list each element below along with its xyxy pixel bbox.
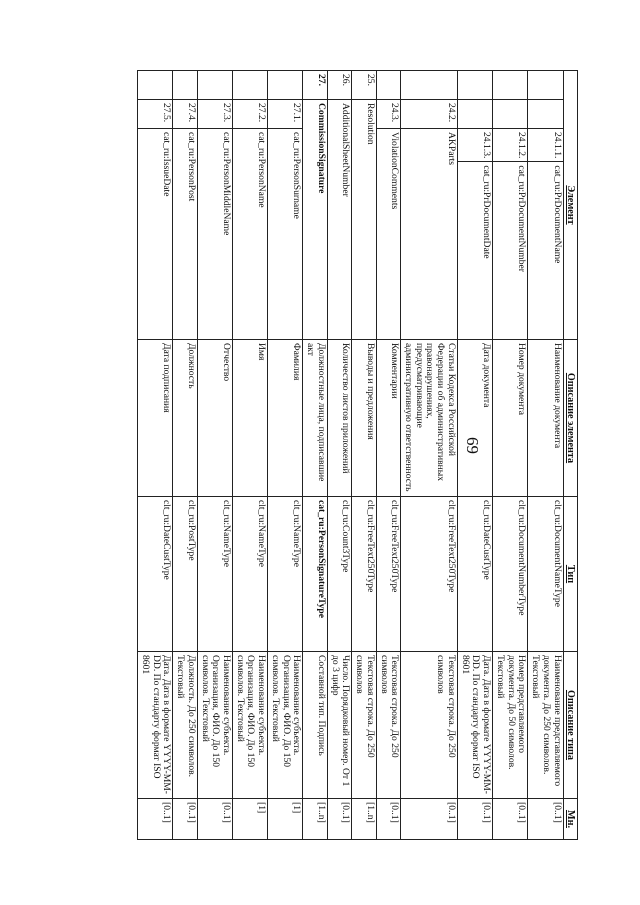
row-number: 27.1.	[268, 100, 303, 129]
element-name: cat_ru:PrDocumentName	[528, 162, 563, 340]
multiplicity: [0..1]	[173, 799, 197, 840]
table-row	[138, 71, 173, 840]
header-type-desc: Описание типа	[563, 652, 577, 799]
type-description: Наименование субъекта. Организация, ФИО. До 150 символов. Текстовый	[197, 652, 232, 799]
type-description: Дата. Дата в формате YYYY-MM-DD. По стандарту формат ISO 8601	[138, 652, 173, 799]
row-number: 24.2.	[401, 100, 458, 129]
type-description: Наименование субъекта. Организация, ФИО. До 150 символов. Текстовый	[233, 652, 268, 799]
element-name: cat_ru:PersonSurname	[268, 129, 303, 340]
indent-cell	[197, 71, 232, 100]
row-number: 25.	[352, 71, 376, 100]
indent-cell	[493, 71, 528, 100]
multiplicity: [0..1]	[327, 799, 351, 840]
type-description: Наименование представляемого документа. До 250 символов. Текстовый	[528, 652, 563, 799]
element-name: cat_ru:PersonMiddleName	[197, 129, 232, 340]
type-name: clt_ru:DocumentNameType	[528, 497, 563, 652]
element-name: cat_ru:IssueDate	[138, 129, 173, 340]
multiplicity: [0..1]	[197, 799, 232, 840]
row-number: 27.4.	[173, 100, 197, 129]
element-name: cat_ru:PersonName	[233, 129, 268, 340]
element-name: Resolution	[352, 100, 376, 340]
type-name: clt_ru:Count3Type	[327, 497, 351, 652]
multiplicity: [0..1]	[457, 799, 492, 840]
header-element: Элемент	[563, 71, 577, 340]
multiplicity: [0..1]	[138, 799, 173, 840]
indent-cell	[268, 71, 303, 100]
row-number: 27.5.	[138, 100, 173, 129]
indent-cell	[528, 71, 563, 100]
table-row	[197, 71, 232, 840]
element-name: cat_ru:PrDocumentNumber	[493, 162, 528, 340]
row-number: 24.1.3.	[457, 129, 492, 162]
table-row	[376, 71, 400, 840]
type-description: Составной тип. Подпись	[303, 652, 327, 799]
indent-cell	[173, 71, 197, 100]
rotated-page-content	[94, 70, 578, 840]
multiplicity: [1]	[268, 799, 303, 840]
row-number: 24.3.	[376, 100, 400, 129]
header-element-desc: Описание элемента	[563, 340, 577, 497]
type-description: Дата. Дата в формате YYYY-MM-DD. По стандарту формат ISO 8601	[457, 652, 492, 799]
indent-cell	[138, 71, 173, 100]
element-name: AdditionalSheetNumber	[327, 100, 351, 340]
element-description: Статьи Кодекса Российской Федерации об административных правонарушениях, предусматривающие административную ответственность	[401, 340, 458, 497]
element-name: cat_ru:PersonPost	[173, 129, 197, 340]
indent-cell	[493, 100, 528, 129]
type-name: clt_ru:NameType	[268, 497, 303, 652]
indent-cell	[457, 71, 492, 100]
element-name: ViolationComments	[376, 129, 400, 340]
row-number: 27.3.	[197, 100, 232, 129]
element-name: AKParts	[401, 129, 458, 340]
element-description: Дата подписания	[138, 340, 173, 497]
element-name: CommissionSignature	[303, 100, 327, 340]
element-name: cat_ru:PrDocumentDate	[457, 162, 492, 340]
type-description: Текстовая строка. До 250 символов	[401, 652, 458, 799]
multiplicity: [0..1]	[493, 799, 528, 840]
indent-cell	[528, 100, 563, 129]
row-number: 24.1.1.	[528, 129, 563, 162]
table-row	[457, 71, 492, 840]
header-multiplicity: Мн.	[563, 799, 577, 840]
element-description: Должность	[173, 340, 197, 497]
type-description: Текстовая строка. До 250 символов	[352, 652, 376, 799]
table-row	[401, 71, 458, 840]
elements-table	[137, 70, 578, 840]
page-number: 69	[463, 437, 482, 454]
type-description: Текстовая строка. До 250 символов	[376, 652, 400, 799]
type-description: Должность. До 250 символов. Текстовый	[173, 652, 197, 799]
element-description: Наименование документа	[528, 340, 563, 497]
multiplicity: [0..1]	[528, 799, 563, 840]
indent-cell	[457, 100, 492, 129]
table-row	[233, 71, 268, 840]
type-name: clt_ru:FreeText250Type	[376, 497, 400, 652]
type-name: clt_ru:NameType	[233, 497, 268, 652]
element-description: Должностные лица, подписавшие акт	[303, 340, 327, 497]
type-description: Наименование субъекта. Организация, ФИО. До 150 символов. Текстовый	[268, 652, 303, 799]
multiplicity: [1]	[233, 799, 268, 840]
table-row	[173, 71, 197, 840]
row-number: 27.2.	[233, 100, 268, 129]
multiplicity: [1..n]	[352, 799, 376, 840]
type-name: clt_ru:DocumentNumberType	[493, 497, 528, 652]
row-number: 26.	[327, 71, 351, 100]
element-description: Фамилия	[268, 340, 303, 497]
indent-cell	[401, 71, 458, 100]
type-name: cat_ru:PersonSignatureType	[303, 497, 327, 652]
element-description: Комментарии	[376, 340, 400, 497]
indent-cell	[376, 71, 400, 100]
multiplicity: [1..n]	[303, 799, 327, 840]
type-description: Число. Порядковый номер. От 1 до 3 цифр	[327, 652, 351, 799]
table-body	[138, 71, 563, 840]
type-name: clt_ru:DateCustType	[457, 497, 492, 652]
type-name: clt_ru:DateCustType	[138, 497, 173, 652]
row-number: 27.	[303, 71, 327, 100]
type-name: clt_ru:NameType	[197, 497, 232, 652]
header-type: Тип	[563, 497, 577, 652]
multiplicity: [0..1]	[376, 799, 400, 840]
multiplicity: [0..1]	[401, 799, 458, 840]
row-number: 24.1.2.	[493, 129, 528, 162]
table-row	[268, 71, 303, 840]
table-row	[303, 71, 327, 840]
table-row	[493, 71, 528, 840]
type-description: Номер представляемого документа. До 50 символов. Текстовый	[493, 652, 528, 799]
type-name: clt_ru:FreeText250Type	[352, 497, 376, 652]
element-description: Дата документа	[457, 340, 492, 497]
table-row	[352, 71, 376, 840]
element-description: Выводы и предложения	[352, 340, 376, 497]
type-name: clt_ru:FreeText250Type	[401, 497, 458, 652]
type-name: clt_ru:PostType	[173, 497, 197, 652]
element-description: Отчество	[197, 340, 232, 497]
element-description: Номер документа	[493, 340, 528, 497]
element-description: Имя	[233, 340, 268, 497]
table-row	[528, 71, 563, 840]
table-header-row	[563, 71, 577, 840]
element-description: Количество листов приложений	[327, 340, 351, 497]
table-row	[327, 71, 351, 840]
indent-cell	[233, 71, 268, 100]
